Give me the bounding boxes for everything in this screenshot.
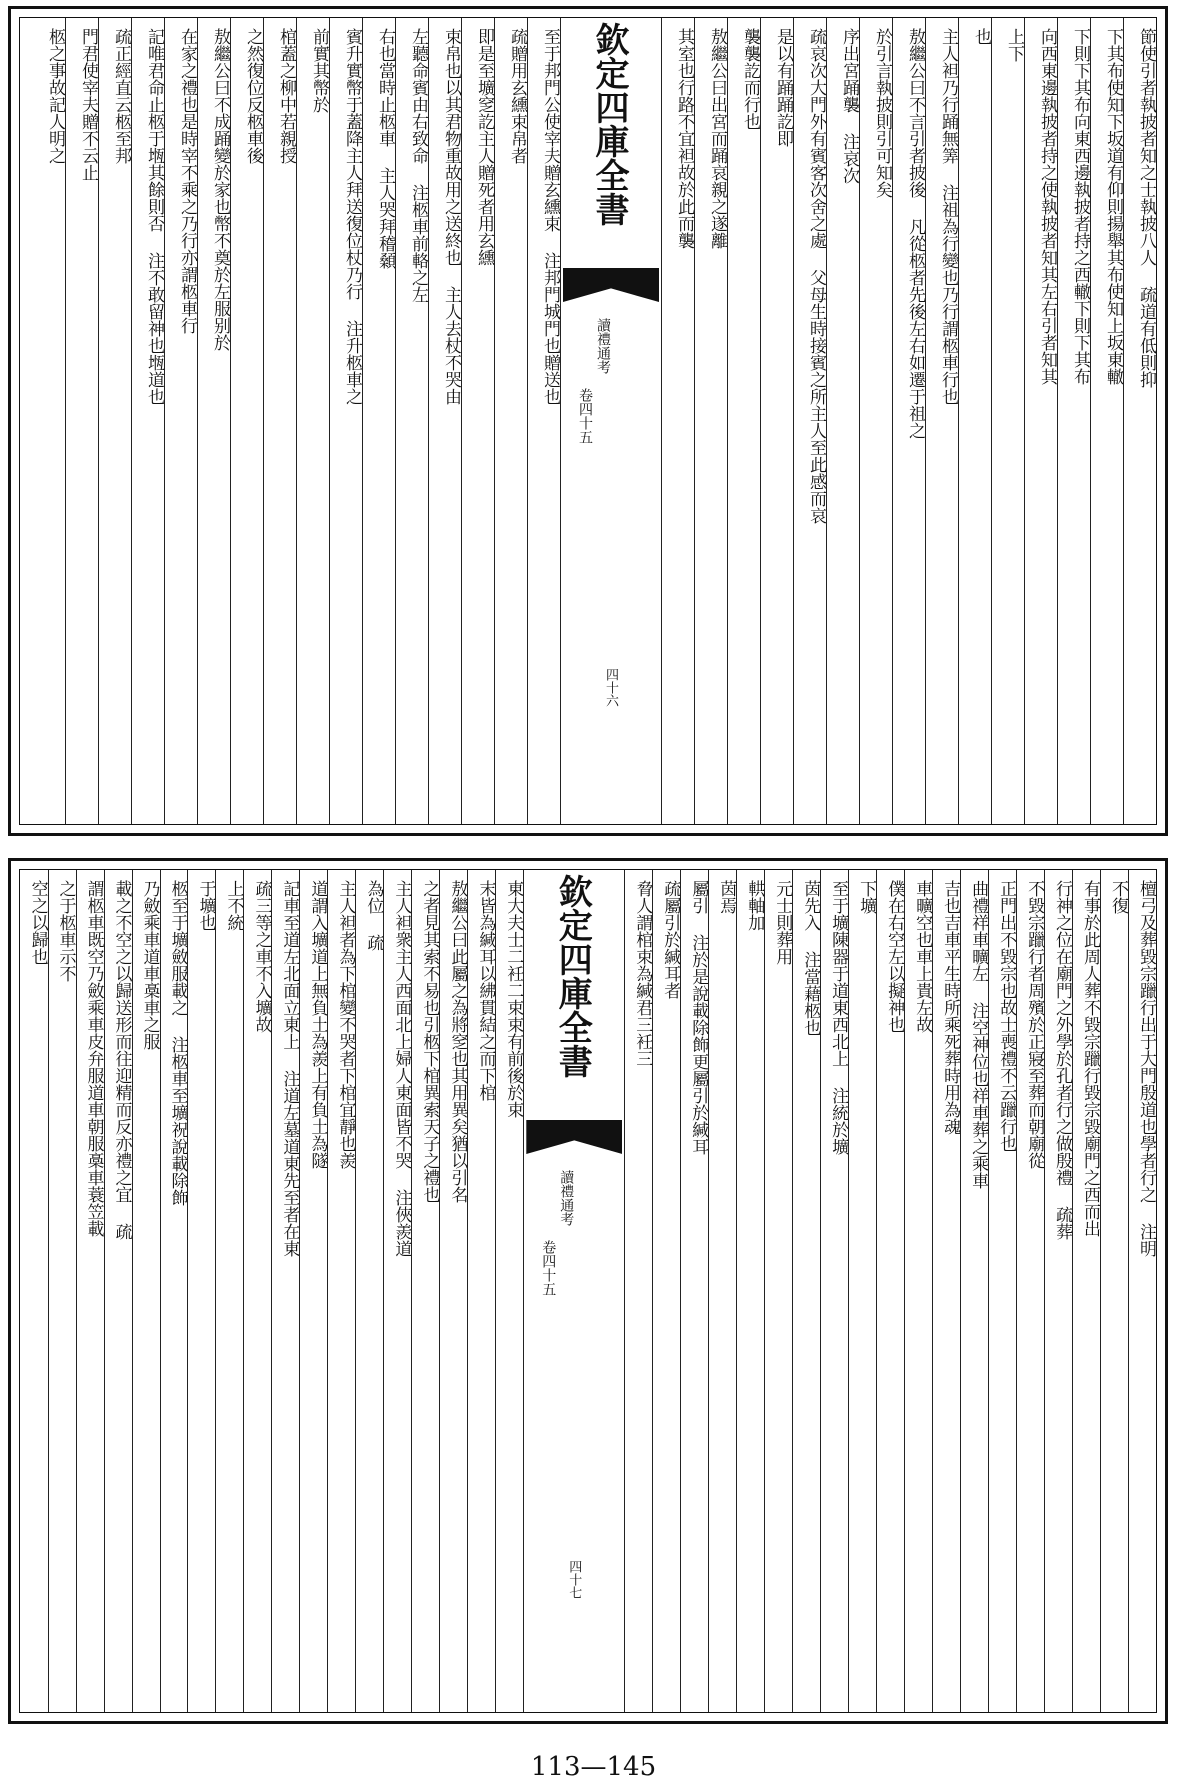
text-column: 門君使宰夫贈不云止 xyxy=(65,18,98,824)
text-column: 疏正經直云柩至邦 xyxy=(98,18,131,824)
text-column: 空之以歸也 xyxy=(27,880,48,965)
text-column: 東大夫士二衽二束束有前後於束 xyxy=(495,870,523,1712)
text-column: 正門出不毀宗也故士喪禮不云躐行也 xyxy=(988,870,1016,1712)
text-column: 輁軸加 xyxy=(736,870,764,1712)
text-column: 載之不空之以歸送形而往迎精而反亦禮之宜 疏 xyxy=(104,870,132,1712)
text-column: 至于邦門公使宰夫贈玄纁束 注邦門城門也贈送也 xyxy=(527,18,560,824)
text-column: 之然復位反柩車後 xyxy=(230,18,263,824)
text-column: 賓升實幣于蓋降主人拜送復位杖乃行 注升柩車之 xyxy=(329,18,362,824)
text-column: 茵先入 注當藉柩也 xyxy=(792,870,820,1712)
text-column: 序出宮踊襲 注哀次 xyxy=(826,18,859,824)
text-column: 之者見其索不易也引柩下棺異索天子之禮也 xyxy=(411,870,439,1712)
section-heading: 下壙 xyxy=(848,870,876,1712)
text-column: 不復 xyxy=(1100,870,1128,1712)
text-column: 主人袒者為下棺變不哭者下棺宜靜也羨 xyxy=(327,870,355,1712)
page-banner xyxy=(560,18,661,824)
text-column: 敖繼公曰不言引者披後 凡從柩者先後左右如遷于祖之 xyxy=(892,18,925,824)
volume-label: 卷四十五 xyxy=(577,388,593,444)
text-column: 左聽命賓由右致命 注柩車前輅之左 xyxy=(395,18,428,824)
text-column: 柩至于壙斂服載之 注柩車至壙祝說載除飾 xyxy=(160,870,188,1712)
text-column: 不毀宗躐行者周殯於正寢至葬而朝廟從 xyxy=(1016,870,1044,1712)
text-column: 疏贈用玄纁束帛者 xyxy=(494,18,527,824)
text-column: 乃斂乘車道車槀車之服 xyxy=(132,870,160,1712)
fish-tail-mark xyxy=(526,1120,622,1154)
page-footer-label: 113—145 xyxy=(530,1752,657,1782)
page-number: 四十七 xyxy=(566,1560,582,1599)
top-page xyxy=(8,6,1168,836)
text-column: 柩之事故記人明之 xyxy=(45,28,65,164)
text-column: 至于壙陳器于道東西北上 注統於壙 xyxy=(820,870,848,1712)
fish-tail-mark xyxy=(563,268,659,302)
text-column: 向西東邊執披者持之使執披者知其左右引者知其 xyxy=(1024,18,1057,824)
text-column: 主人袒衆主人西面北上婦人東面皆不哭 注俠羨道 xyxy=(383,870,411,1712)
text-column: 為位 疏 xyxy=(355,870,383,1712)
text-column: 末皆為緘耳以紼貫結之而下棺 xyxy=(467,870,495,1712)
text-column: 敖繼公曰此屬之為將窆也其用異矣猶以引名 xyxy=(439,870,467,1712)
text-column: 襲襲訖而行也 xyxy=(727,18,760,824)
text-column: 記車至道左北面立東上 注道左墓道東先至者在東 xyxy=(271,870,299,1712)
bottom-page xyxy=(8,858,1168,1724)
bottom-page-columns xyxy=(20,870,1156,1712)
book-subtitle: 讀禮通考 xyxy=(595,318,611,374)
text-column: 是以有踊踊訖即 xyxy=(760,18,793,824)
text-column: 敖繼公曰不成踊變於家也幣不奠於左服别於 xyxy=(197,18,230,824)
text-column: 記唯君命止柩于堩其餘則否 注不敢留神也堩道也 xyxy=(131,18,164,824)
text-column: 上不統 xyxy=(215,870,243,1712)
text-column: 茵焉 xyxy=(708,870,736,1712)
text-column: 道謂入壙道上無負土為羨上有負土為隧 xyxy=(299,870,327,1712)
text-column: 有事於此周人葬不毀宗躐行毀宗毀廟門之西而出 xyxy=(1072,870,1100,1712)
text-column: 束帛也以其君物重故用之送終也 主人去杖不哭由 xyxy=(428,18,461,824)
text-column: 下其布使知下坂道有仰則揚舉其布使知上坂東轍 xyxy=(1090,18,1123,824)
text-column: 前實其幣於 xyxy=(296,18,329,824)
volume-label: 卷四十五 xyxy=(540,1240,557,1296)
text-column: 疏三等之車不入壙故 xyxy=(243,870,271,1712)
text-column: 曲禮祥車曠左 注空神位也祥車葬之乘車 xyxy=(960,870,988,1712)
top-page-frame xyxy=(19,17,1157,825)
text-column: 上下 xyxy=(991,18,1024,824)
book-subtitle: 讀禮通考 xyxy=(558,1170,575,1226)
text-column: 右也當時止柩車 主人哭拜稽顙 xyxy=(362,18,395,824)
text-column: 於引言執披則引可知矣 xyxy=(859,18,892,824)
text-column: 主人袒乃行踊無筭 注祖為行變也乃行謂柩車行也 xyxy=(925,18,958,824)
page-number: 四十六 xyxy=(603,668,618,707)
text-column: 在家之禮也是時宰不乘之乃行亦謂柩車行 xyxy=(164,18,197,824)
text-column: 即是至壙窆訖主人贈死者用玄纁 xyxy=(461,18,494,824)
text-column: 車曠空也車上貴左故 xyxy=(904,870,932,1712)
text-column: 謂柩車既空乃斂乘車皮弁服道車朝服槀車蓑笠載 xyxy=(76,870,104,1712)
text-column: 也 xyxy=(958,18,991,824)
text-column: 下則下其布向東西邊執披者持之西轍下則下其布 xyxy=(1057,18,1090,824)
page-banner xyxy=(523,870,624,1712)
text-column: 棺蓋之柳中若親授 xyxy=(263,18,296,824)
text-column: 其室也行路不宜袒故於此而襲 xyxy=(661,18,694,824)
book-title: 欽定四庫全書 xyxy=(552,874,593,1078)
text-column: 屬引 注於是說載除飾更屬引於緘耳 xyxy=(680,870,708,1712)
text-column: 僕在右空左以擬神也 xyxy=(876,870,904,1712)
bottom-page-frame xyxy=(19,869,1157,1713)
text-column: 檀弓及葬毀宗躐行出于大門殷道也學者行之 注明 xyxy=(1128,870,1156,1712)
text-column: 吉也吉車平生時所乘死葬時用為魂 xyxy=(932,870,960,1712)
text-column: 元士則葬用 xyxy=(764,870,792,1712)
text-column: 之于柩車示不 xyxy=(48,870,76,1712)
text-column: 脅人謂棺束為緘君三衽三 xyxy=(624,870,652,1712)
text-column: 于壙也 xyxy=(187,870,215,1712)
text-column: 行神之位在廟門之外學於孔者行之做殷禮 疏葬 xyxy=(1044,870,1072,1712)
text-column: 節使引者執披者知之士執披八人 疏道有低則抑 xyxy=(1123,18,1156,824)
top-page-columns xyxy=(20,18,1156,824)
text-column: 疏屬引於緘耳者 xyxy=(652,870,680,1712)
text-column: 疏哀次大門外有賓客次舍之處 父母生時接賓之所主人至此感而哀 xyxy=(793,18,826,824)
book-title: 欽定四庫全書 xyxy=(589,22,629,226)
text-column: 敖繼公曰出宮而踊哀親之遂離 xyxy=(694,18,727,824)
